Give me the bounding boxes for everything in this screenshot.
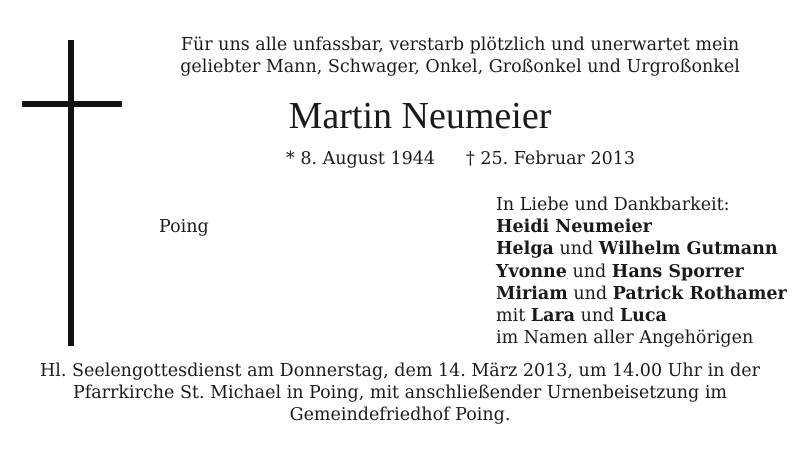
conjunction-und: und	[567, 283, 613, 304]
death-date: † 25. Februar 2013	[466, 149, 635, 169]
deceased-name: Martin Neumeier	[288, 95, 552, 137]
mourner-yvonne: Yvonne	[496, 261, 567, 282]
birth-date: * 8. August 1944	[286, 149, 436, 169]
conjunction-und: und	[553, 239, 599, 260]
cross-horizontal-beam	[22, 101, 122, 107]
mourners-heading: In Liebe und Dankbarkeit:	[496, 195, 730, 215]
conjunction-und: und	[575, 306, 620, 327]
conjunction-und: und	[566, 261, 612, 282]
mourner-helga: Helga	[496, 239, 554, 260]
mourner-line-5	[496, 305, 796, 327]
place-name: Poing	[159, 217, 209, 237]
mourners-closing: im Namen aller Angehörigen	[496, 328, 754, 349]
mourner-miriam: Miriam	[496, 283, 568, 304]
intro-text	[140, 34, 780, 78]
mourner-line-1	[496, 216, 796, 238]
mourner-wilhelm: Wilhelm Gutmann	[598, 239, 778, 260]
mourner-line-3	[496, 261, 796, 283]
cross-vertical-beam	[68, 40, 74, 346]
conjunction-mit: mit	[496, 306, 531, 327]
service-line-2: Pfarrkirche St. Michael in Poing, mit anschließender Urnenbeisetzung im	[72, 383, 728, 403]
service-announcement	[0, 360, 800, 426]
mourner-patrick: Patrick Rothamer	[612, 283, 787, 304]
mourners-block	[496, 194, 796, 349]
intro-line-2: geliebter Mann, Schwager, Onkel, Großonkel und Urgroßonkel	[180, 57, 740, 77]
intro-line-1: Für uns alle unfassbar, verstarb plötzlich und unerwartet mein	[180, 35, 740, 55]
mourner-luca: Luca	[619, 306, 667, 327]
mourner-heidi: Heidi Neumeier	[496, 217, 652, 238]
mourner-lara: Lara	[530, 306, 575, 327]
service-line-3: Gemeindefriedhof Poing.	[289, 405, 511, 425]
mourner-line-2	[496, 238, 796, 260]
service-line-1: Hl. Seelengottesdienst am Donnerstag, dem 14. März 2013, um 14.00 Uhr in der	[40, 361, 760, 381]
mourner-line-4	[496, 283, 796, 305]
mourner-hans: Hans Sporrer	[611, 261, 744, 282]
